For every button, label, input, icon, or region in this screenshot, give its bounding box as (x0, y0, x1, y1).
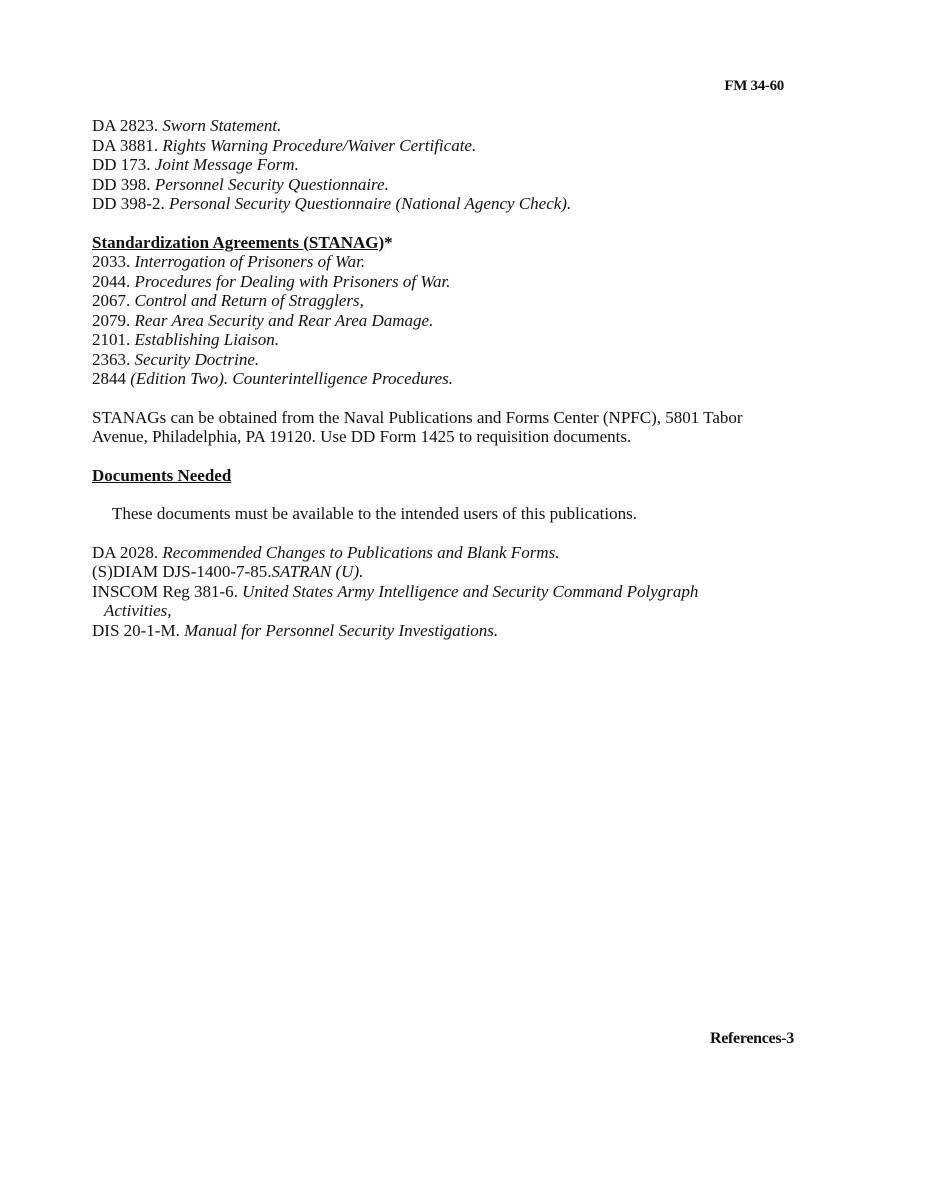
stanag-heading-text: Standardization Agreements (STANAG) (92, 232, 385, 252)
stanag-title: Control and Return of Stragglers, (134, 291, 364, 310)
document-number: (S)DIAM DJS-1400-7-85. (92, 562, 272, 581)
stanag-title: Establishing Liaison. (134, 330, 280, 349)
list-item (92, 543, 812, 563)
list-item (92, 194, 812, 214)
form-title: Rights Warning Procedure/Waiver Certificate. (162, 135, 477, 155)
documents-needed-heading: Documents Needed (92, 465, 232, 485)
list-item (92, 562, 812, 582)
stanag-number: 2067. (92, 291, 131, 310)
documents-needed-intro: These documents must be available to the intended users of this publications. (112, 504, 637, 523)
page-footer-label: References-3 (709, 1030, 794, 1047)
document-number: INSCOM Reg 381-6. (92, 581, 238, 601)
list-item (92, 291, 812, 311)
stanag-number: 2079. (92, 310, 131, 330)
references-content (92, 116, 812, 640)
form-number: DA 3881. (92, 135, 159, 155)
stanag-heading-asterisk: * (384, 232, 393, 252)
document-number: DIS 20-1-M. (92, 620, 180, 640)
stanag-title: Procedures for Dealing with Prisoners of War. (134, 271, 451, 291)
list-item (92, 330, 812, 350)
list-item (92, 175, 812, 195)
document-number: DA 2028. (92, 542, 159, 562)
stanag-number: 2844 (92, 369, 126, 388)
form-title: Personal Security Questionnaire (National Agency Check). (168, 194, 572, 213)
document-title: Manual for Personnel Security Investigations. (184, 620, 499, 640)
form-number: DD 398. (92, 174, 151, 194)
list-item (92, 272, 812, 292)
document-title: SATRAN (U). (271, 562, 364, 581)
documents-needed-list (92, 543, 812, 641)
stanag-number: 2363. (92, 349, 131, 369)
document-title: United States Army Intelligence and Security Command Polygraph Activities, (104, 581, 699, 620)
stanag-title: Interrogation of Prisoners of War. (134, 252, 366, 271)
list-item (92, 116, 812, 136)
forms-list (92, 116, 812, 214)
list-item (92, 252, 812, 272)
page-header-doc-id: FM 34-60 (724, 78, 784, 94)
list-item (92, 155, 812, 175)
form-number: DA 2823. (92, 116, 159, 135)
stanag-title: Rear Area Security and Rear Area Damage. (134, 310, 434, 330)
stanag-note: STANAGs can be obtained from the Naval Publications and Forms Center (NPFC), 5801 Tabor Avenue, Philadelphia, PA 19120. Use DD Form 1425 to requisition documents. (92, 407, 743, 446)
stanag-title: (Edition Two). Counterintelligence Procedures. (130, 369, 454, 388)
list-item (92, 369, 812, 389)
list-item (92, 136, 812, 156)
form-title: Sworn Statement. (162, 116, 282, 135)
form-title: Joint Message Form. (154, 155, 299, 174)
list-item (92, 621, 812, 641)
form-title: Personnel Security Questionnaire. (154, 174, 389, 194)
stanag-heading (92, 233, 812, 253)
spacer (92, 389, 812, 408)
stanag-number: 2101. (92, 330, 131, 349)
stanag-number: 2033. (92, 252, 131, 271)
list-item (92, 582, 744, 621)
list-item (92, 311, 812, 331)
form-number: DD 398-2. (92, 194, 165, 213)
document-title: Recommended Changes to Publications and Blank Forms. (162, 542, 560, 562)
list-item (92, 350, 812, 370)
stanag-list (92, 252, 812, 389)
stanag-number: 2044. (92, 271, 131, 291)
stanag-title: Security Doctrine. (134, 349, 260, 369)
form-number: DD 173. (92, 155, 151, 174)
